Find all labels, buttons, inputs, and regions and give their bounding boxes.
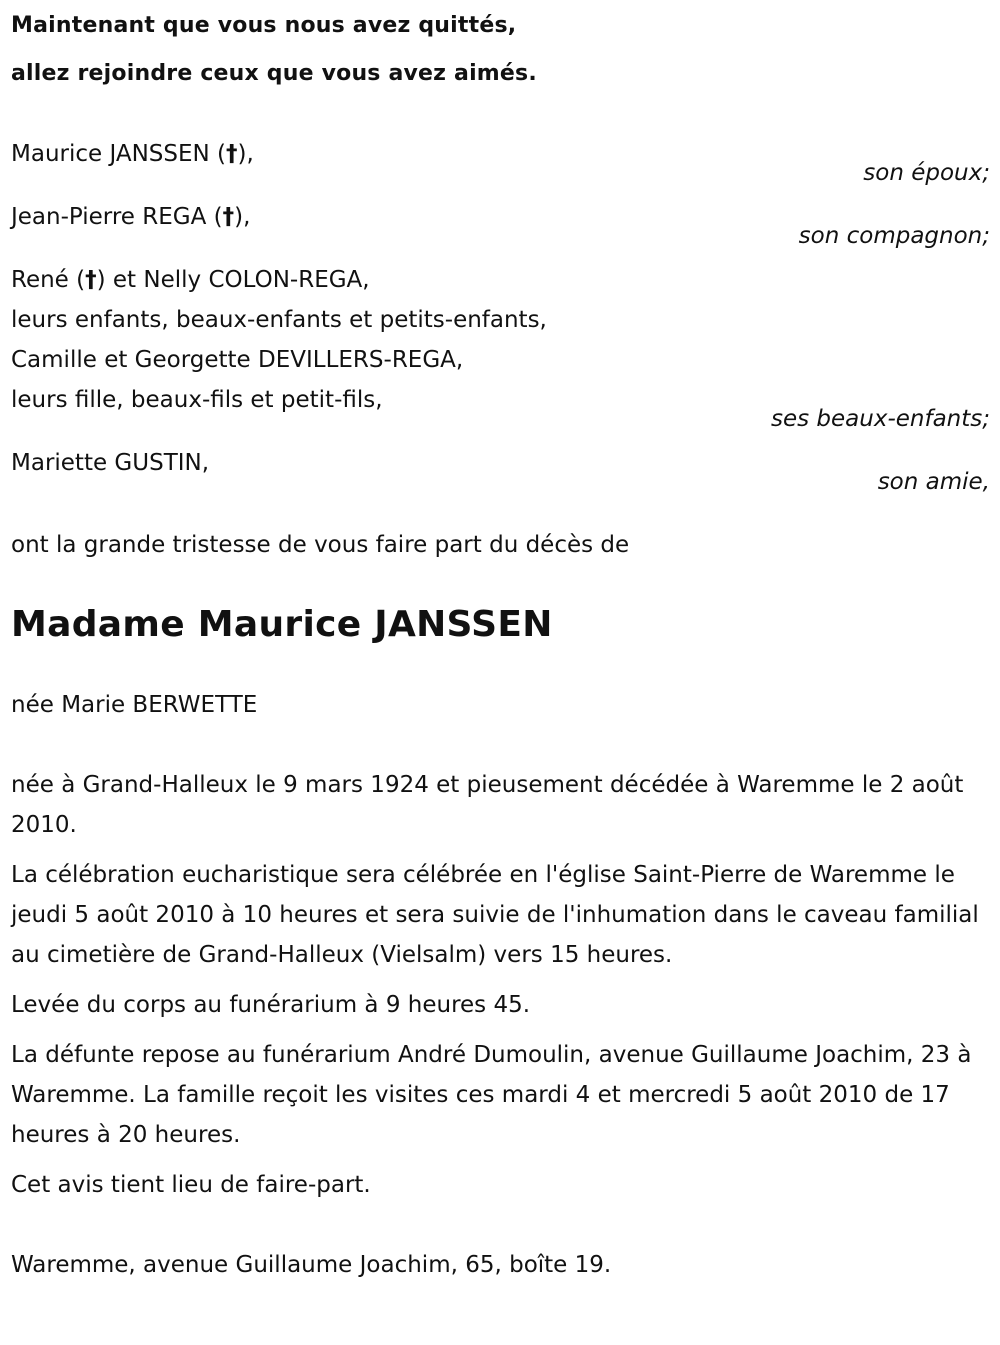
- notice-paragraph: Cet avis tient lieu de faire-part.: [11, 1172, 371, 1198]
- cross-icon: †: [222, 204, 235, 230]
- funeral-details: [11, 765, 990, 1205]
- family-line: Jean-Pierre REGA (†),: [11, 204, 251, 230]
- family-line: Camille et Georgette DEVILLERS-REGA,: [11, 347, 464, 373]
- family-address: Waremme, avenue Guillaume Joachim, 65, boîte 19.: [11, 1252, 612, 1278]
- epigraph-line-1: Maintenant que vous nous avez quittés,: [11, 13, 517, 38]
- deceased-name: Madame Maurice JANSSEN: [11, 604, 553, 645]
- family-line: Maurice JANSSEN (†),: [11, 141, 254, 167]
- family-line: Mariette GUSTIN,: [11, 450, 210, 476]
- birth-death-paragraph: née à Grand-Halleux le 9 mars 1924 et pieusement décédée à Waremme le 2 août 2010.: [11, 772, 964, 838]
- epigraph-line-2: allez rejoindre ceux que vous avez aimés.: [11, 61, 537, 86]
- levee-paragraph: Levée du corps au funérarium à 9 heures 45.: [11, 992, 531, 1018]
- family-role: son compagnon;: [798, 223, 990, 249]
- family-group-companion: [11, 197, 990, 249]
- family-line: leurs enfants, beaux-enfants et petits-enfants,: [11, 307, 547, 333]
- family-group-friend: [11, 443, 990, 495]
- epigraph: [11, 2, 990, 98]
- family-role: son époux;: [863, 160, 990, 186]
- cross-icon: †: [85, 267, 97, 293]
- family-line: leurs fille, beaux-fils et petit-fils,: [11, 387, 383, 413]
- family-role: son amie,: [877, 469, 990, 495]
- obituary-notice: [11, 0, 990, 1285]
- family-group-stepchildren: [11, 260, 990, 432]
- maiden-name: née Marie BERWETTE: [11, 692, 258, 718]
- celebration-paragraph: La célébration eucharistique sera célébrée en l'église Saint-Pierre de Waremme le jeudi 5 août 2010 à 10 heures et sera suivie de l'inhumation dans le caveau familial au cimetière de Grand-Halleux (Vielsalm) vers 15 heures.: [11, 862, 979, 968]
- announcement-intro: ont la grande tristesse de vous faire part du décès de: [11, 532, 630, 558]
- family-list: [11, 134, 990, 495]
- repose-paragraph: La défunte repose au funérarium André Dumoulin, avenue Guillaume Joachim, 23 à Waremme. La famille reçoit les visites ces mardi 4 et mercredi 5 août 2010 de 17 heures à 20 heures.: [11, 1042, 972, 1148]
- family-role: ses beaux-enfants;: [770, 406, 990, 432]
- family-line: René (†) et Nelly COLON-REGA,: [11, 267, 370, 293]
- family-group-spouse: [11, 134, 990, 186]
- cross-icon: †: [226, 141, 238, 167]
